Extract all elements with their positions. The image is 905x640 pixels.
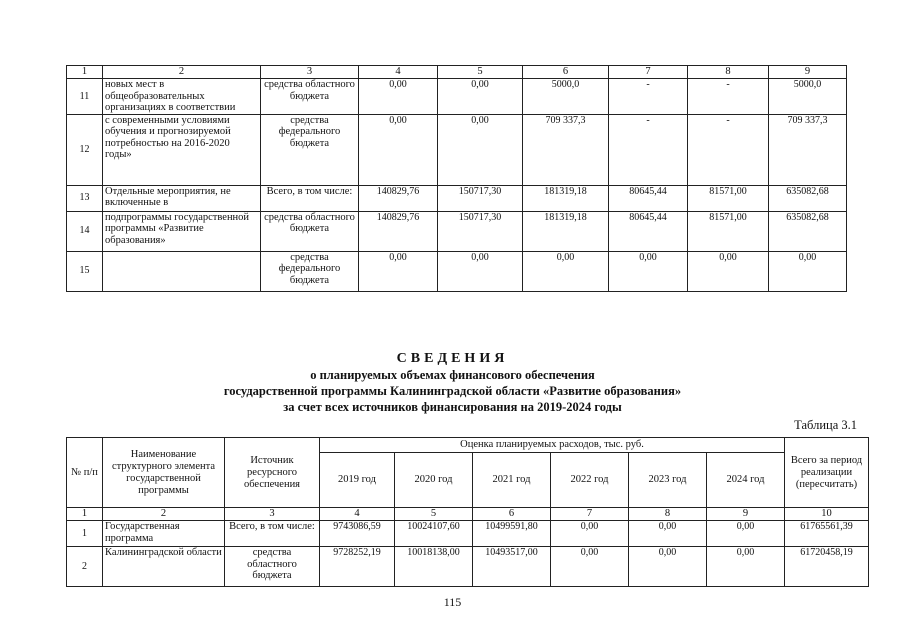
- row-number: 11: [67, 79, 103, 115]
- col-num: 5: [438, 66, 523, 79]
- source-cell: Всего, в том числе:: [225, 521, 320, 547]
- value-cell: 0,00: [438, 114, 523, 185]
- element-name: Калининградской области: [103, 547, 225, 587]
- row-number: 15: [67, 251, 103, 291]
- table-caption: Таблица 3.1: [794, 418, 857, 432]
- table-row: [67, 79, 847, 115]
- value-cell: 10499591,80: [473, 521, 551, 547]
- page-number: 115: [443, 595, 462, 609]
- col-num: 2: [103, 66, 261, 79]
- value-cell: -: [609, 79, 688, 115]
- element-name: Отдельные мероприятия, не включенные в: [103, 185, 261, 211]
- value-cell: -: [688, 114, 769, 185]
- header-row: [67, 438, 869, 453]
- value-cell: 5000,0: [523, 79, 609, 115]
- table-row: [67, 521, 869, 547]
- table-row: [67, 547, 869, 587]
- value-cell: 635082,68: [769, 211, 847, 251]
- title-line: за счет всех источников финансирования на 2019-2024 годы: [283, 400, 622, 414]
- column-number-row: [67, 66, 847, 79]
- table-row: [67, 211, 847, 251]
- value-cell: 181319,18: [523, 211, 609, 251]
- element-name: новых мест в общеобразовательных организациях в соответствии: [103, 79, 261, 115]
- header-year: 2022 год: [551, 453, 629, 508]
- value-cell: 0,00: [629, 547, 707, 587]
- col-num: 3: [261, 66, 359, 79]
- value-cell: 10024107,60: [395, 521, 473, 547]
- header-name: Наименование структурного элемента государственной программы: [103, 438, 225, 508]
- value-cell: 140829,76: [359, 185, 438, 211]
- col-num: 9: [769, 66, 847, 79]
- value-cell: 0,00: [551, 547, 629, 587]
- element-name: подпрограммы государственной программы «Развитие образования»: [103, 211, 261, 251]
- col-num: 7: [551, 508, 629, 521]
- element-name: с современными условиями обучения и прогнозируемой потребностью на 2016-2020 годы»: [103, 114, 261, 185]
- value-cell: 0,00: [438, 251, 523, 291]
- header-year: 2023 год: [629, 453, 707, 508]
- funding-table-continuation: [66, 65, 847, 292]
- title-line: о планируемых объемах финансового обеспечения: [310, 368, 595, 382]
- col-num: 1: [67, 66, 103, 79]
- col-num: 3: [225, 508, 320, 521]
- value-cell: 9743086,59: [320, 521, 395, 547]
- header-estimate: Оценка планируемых расходов, тыс. руб.: [320, 438, 785, 453]
- header-source: Источник ресурсного обеспечения: [225, 438, 320, 508]
- source-cell: Всего, в том числе:: [261, 185, 359, 211]
- row-number: 1: [67, 521, 103, 547]
- value-cell: 635082,68: [769, 185, 847, 211]
- value-cell: 0,00: [551, 521, 629, 547]
- source-cell: средства областного бюджета: [261, 211, 359, 251]
- value-cell: 80645,44: [609, 185, 688, 211]
- header-num: № п/п: [67, 438, 103, 508]
- header-year: 2024 год: [707, 453, 785, 508]
- header-year: 2021 год: [473, 453, 551, 508]
- value-cell: 61765561,39: [785, 521, 869, 547]
- value-cell: 0,00: [629, 521, 707, 547]
- value-cell: 0,00: [769, 251, 847, 291]
- value-cell: 150717,30: [438, 185, 523, 211]
- value-cell: 0,00: [707, 547, 785, 587]
- value-cell: 150717,30: [438, 211, 523, 251]
- col-num: 4: [359, 66, 438, 79]
- element-name: Государственная программа: [103, 521, 225, 547]
- col-num: 6: [523, 66, 609, 79]
- element-name: [103, 251, 261, 291]
- value-cell: 80645,44: [609, 211, 688, 251]
- table-row: [67, 185, 847, 211]
- title-heading: СВЕДЕНИЯ: [396, 351, 509, 366]
- value-cell: 81571,00: [688, 211, 769, 251]
- col-num: 1: [67, 508, 103, 521]
- header-year: 2019 год: [320, 453, 395, 508]
- column-number-row: [67, 508, 869, 521]
- col-num: 7: [609, 66, 688, 79]
- value-cell: 181319,18: [523, 185, 609, 211]
- value-cell: 0,00: [707, 521, 785, 547]
- value-cell: 0,00: [609, 251, 688, 291]
- funding-table: [66, 437, 869, 587]
- value-cell: 0,00: [688, 251, 769, 291]
- col-num: 9: [707, 508, 785, 521]
- row-number: 13: [67, 185, 103, 211]
- value-cell: -: [609, 114, 688, 185]
- value-cell: 709 337,3: [769, 114, 847, 185]
- value-cell: 61720458,19: [785, 547, 869, 587]
- col-num: 6: [473, 508, 551, 521]
- value-cell: 10493517,00: [473, 547, 551, 587]
- table-row: [67, 251, 847, 291]
- title-line: государственной программы Калининградской области «Развитие образования»: [223, 384, 682, 398]
- value-cell: 5000,0: [769, 79, 847, 115]
- value-cell: 0,00: [359, 114, 438, 185]
- source-cell: средства федерального бюджета: [261, 114, 359, 185]
- col-num: 8: [688, 66, 769, 79]
- col-num: 4: [320, 508, 395, 521]
- value-cell: 0,00: [438, 79, 523, 115]
- row-number: 14: [67, 211, 103, 251]
- col-num: 2: [103, 508, 225, 521]
- col-num: 5: [395, 508, 473, 521]
- value-cell: 0,00: [523, 251, 609, 291]
- col-num: 8: [629, 508, 707, 521]
- value-cell: 81571,00: [688, 185, 769, 211]
- value-cell: -: [688, 79, 769, 115]
- source-cell: средства областного бюджета: [261, 79, 359, 115]
- value-cell: 0,00: [359, 79, 438, 115]
- header-total: Всего за период реализации (пересчитать): [785, 438, 869, 508]
- value-cell: 709 337,3: [523, 114, 609, 185]
- row-number: 12: [67, 114, 103, 185]
- value-cell: 140829,76: [359, 211, 438, 251]
- document-title: [0, 350, 905, 415]
- value-cell: 9728252,19: [320, 547, 395, 587]
- header-year: 2020 год: [395, 453, 473, 508]
- source-cell: средства федерального бюджета: [261, 251, 359, 291]
- value-cell: 10018138,00: [395, 547, 473, 587]
- col-num: 10: [785, 508, 869, 521]
- value-cell: 0,00: [359, 251, 438, 291]
- table-row: [67, 114, 847, 185]
- source-cell: средства областного бюджета: [225, 547, 320, 587]
- row-number: 2: [67, 547, 103, 587]
